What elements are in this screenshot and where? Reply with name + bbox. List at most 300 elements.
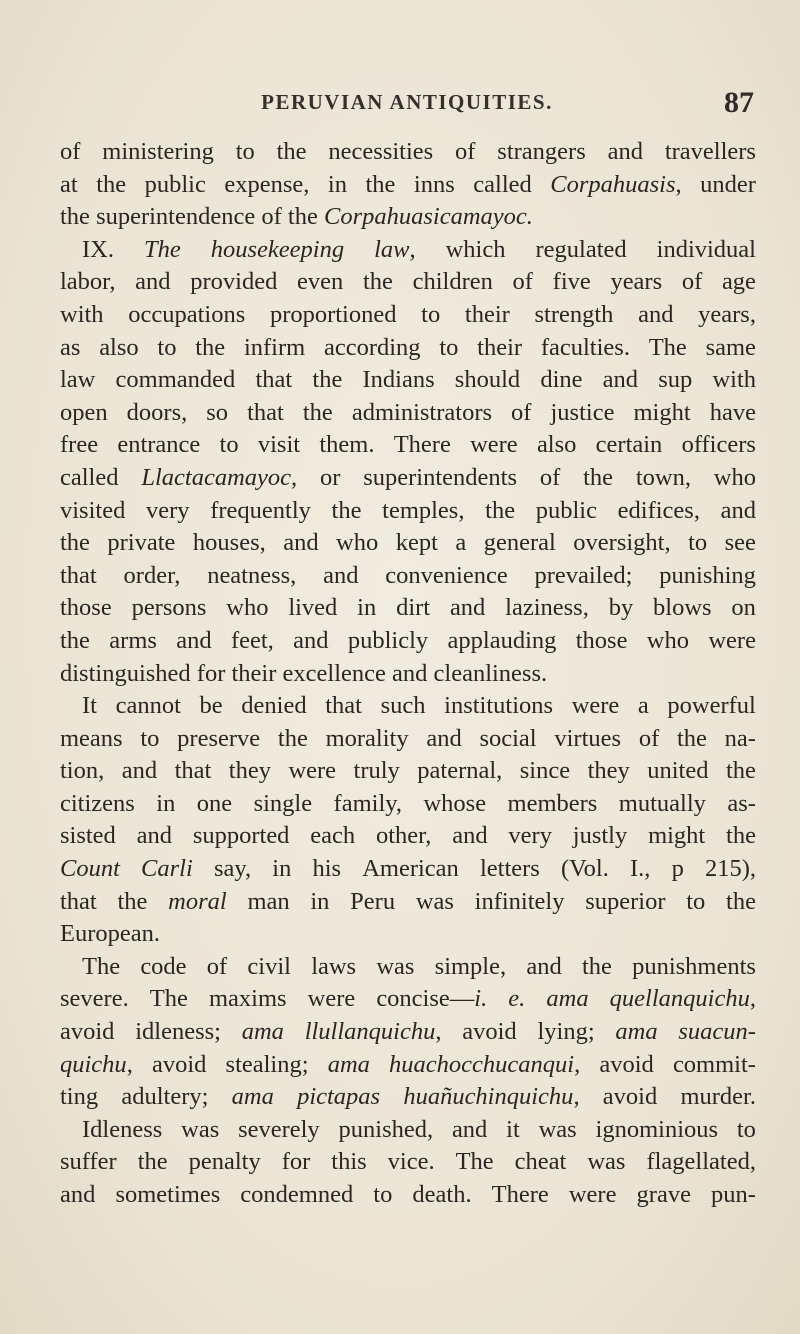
word-text: truly (353, 757, 400, 785)
text-line (60, 136, 756, 169)
word (241, 690, 306, 723)
word-text: the (60, 626, 90, 654)
word-text: It (82, 692, 97, 720)
word (247, 397, 284, 430)
text-line (60, 951, 756, 984)
word-text: 215), (704, 855, 756, 883)
word (414, 169, 455, 202)
word-text: code (140, 952, 187, 980)
word-text: and (526, 952, 562, 980)
italic-text: Count (60, 855, 120, 883)
word-text: they (587, 757, 630, 785)
word (667, 690, 755, 723)
word (116, 690, 181, 723)
word-text: superintendence (96, 203, 256, 231)
word (362, 853, 459, 886)
italic-text: i. (474, 985, 488, 1013)
word-text: blows (653, 594, 712, 622)
word (60, 723, 123, 756)
word-text: (Vol. (560, 855, 609, 883)
word (473, 169, 532, 202)
word-text: his (312, 855, 342, 883)
word-text: were (470, 431, 518, 459)
word-text: united (647, 757, 709, 785)
word (226, 592, 268, 625)
word (214, 853, 251, 886)
word (363, 364, 435, 397)
text-line (60, 1179, 756, 1212)
word (599, 1049, 653, 1082)
word (297, 1081, 380, 1114)
word-text: and (283, 529, 319, 557)
word-text: strangers (497, 138, 586, 165)
word-text: , (126, 1050, 133, 1078)
word-text: a (637, 692, 649, 720)
word (288, 592, 337, 625)
word (207, 560, 296, 593)
word (135, 1016, 221, 1049)
word (540, 462, 560, 495)
word (150, 983, 188, 1016)
text-line (60, 1049, 756, 1082)
word-text: avoid (60, 1018, 115, 1046)
word-text: the (287, 203, 318, 231)
word-text: , (573, 1083, 580, 1111)
word-text: the (485, 496, 516, 524)
word-text: excellence (282, 659, 386, 687)
word-text: see (724, 529, 756, 557)
word (672, 853, 684, 886)
word-text: was (415, 887, 454, 915)
word-text: p (671, 855, 684, 883)
word-text: of (681, 268, 703, 296)
word (312, 364, 342, 397)
word-text: very (146, 496, 190, 524)
word (546, 983, 588, 1016)
word-text: distinguished (60, 659, 191, 687)
word (99, 332, 138, 365)
word (550, 169, 681, 202)
word (682, 266, 702, 299)
word-text: and (392, 659, 428, 687)
word-text: feet, (230, 626, 274, 654)
word-text: general (483, 529, 556, 557)
word (60, 266, 115, 299)
word-text: such (380, 692, 426, 720)
word (416, 886, 454, 919)
text-line (60, 266, 756, 299)
text-line (60, 886, 756, 919)
word-text: age (721, 268, 756, 296)
word (310, 820, 355, 853)
word (610, 983, 756, 1016)
word-text: infinitely (474, 887, 565, 915)
word (140, 951, 186, 984)
word (82, 234, 114, 267)
word-text: that (247, 398, 284, 426)
word-text: sisted (60, 822, 116, 850)
word (144, 234, 181, 267)
word-text: to (219, 431, 239, 459)
word-text: the (302, 398, 333, 426)
word-text: and (720, 496, 756, 524)
word (539, 1114, 577, 1147)
word-text: under (700, 170, 756, 198)
word-text: those (575, 626, 628, 654)
word-text: that (325, 692, 362, 720)
word (206, 397, 228, 430)
word-text: to (373, 1181, 393, 1208)
word-text: There (393, 431, 451, 459)
word-text: other, (375, 822, 432, 850)
word (389, 1049, 580, 1082)
word-text: punishments (632, 952, 756, 980)
word (588, 755, 630, 788)
word-text: say, (213, 855, 252, 883)
word-text: as- (727, 789, 756, 817)
word-text: according (323, 333, 421, 361)
word (446, 234, 506, 267)
word (455, 364, 520, 397)
word (540, 364, 582, 397)
word (229, 755, 271, 788)
word-text: that (60, 887, 97, 915)
word-text: concise— (376, 985, 475, 1013)
word (396, 592, 430, 625)
word-text: The (648, 333, 687, 361)
word-text: strength (534, 300, 614, 328)
word (722, 266, 756, 299)
word-text: the (725, 757, 756, 785)
word (141, 462, 297, 495)
word (536, 495, 597, 528)
word (177, 723, 260, 756)
word-text: who (713, 463, 756, 491)
word-text: the (96, 170, 127, 198)
word-text: morality (325, 724, 409, 752)
word (137, 820, 172, 853)
word-text: and (136, 822, 172, 850)
word (678, 1016, 756, 1049)
word-text: this (331, 1148, 367, 1176)
word-text: , (435, 1018, 442, 1046)
word (385, 560, 507, 593)
word-text: the (276, 138, 307, 165)
word-text: open (60, 398, 108, 426)
word-text: maxims (208, 985, 287, 1013)
word-text: administrators (351, 398, 493, 426)
word-text: justice (550, 398, 615, 426)
word-text: family, (333, 789, 403, 817)
word-text: social (479, 724, 537, 752)
word (60, 462, 119, 495)
word-text: occupations (128, 300, 246, 328)
word-text: the (60, 203, 90, 231)
word (146, 495, 190, 528)
word-text: adultery; (121, 1083, 209, 1111)
word-text: in (272, 855, 292, 883)
word-text: The (455, 1148, 494, 1176)
word-text: neatness, (207, 561, 297, 589)
word (270, 299, 397, 332)
word (288, 755, 336, 788)
word (277, 136, 307, 169)
word-text: which (445, 235, 506, 263)
italic-text: llullanquichu (304, 1018, 436, 1046)
word-text: idleness; (135, 1018, 221, 1046)
word-text: superintendents (363, 463, 517, 491)
word (115, 1179, 220, 1212)
word-text: cheat (514, 1148, 567, 1176)
word-text: to (235, 138, 255, 165)
word-text: arms (109, 626, 157, 654)
word (417, 755, 502, 788)
word (238, 1114, 320, 1147)
word-text: vice. (387, 1148, 435, 1176)
word (615, 1016, 657, 1049)
word-text: since (519, 757, 571, 785)
word-text: to (688, 529, 708, 557)
word-text: , (675, 170, 682, 198)
word (653, 592, 712, 625)
word-text: of (60, 138, 81, 165)
word-text: who (336, 529, 379, 557)
word-text: and (176, 626, 212, 654)
word-text: severely (238, 1115, 320, 1143)
word (511, 397, 531, 430)
word-text: the (312, 366, 343, 394)
word-text: and (449, 594, 486, 622)
word (603, 364, 638, 397)
word-text: , (749, 985, 756, 1013)
word (127, 397, 188, 430)
word-text: punished, (338, 1115, 434, 1143)
word (195, 332, 225, 365)
word-text: to (736, 1115, 756, 1143)
word-text: free (60, 431, 99, 459)
word (382, 495, 464, 528)
word-text: flagellated, (646, 1148, 756, 1176)
word (596, 429, 663, 462)
word (705, 853, 756, 886)
word (175, 755, 212, 788)
word-text: should (454, 366, 521, 394)
text-line (60, 201, 756, 234)
word-text: and (602, 366, 639, 394)
word (686, 886, 705, 919)
word (328, 1049, 370, 1082)
word (435, 951, 506, 984)
word-text: tion, (60, 757, 105, 785)
text-line (60, 234, 756, 267)
word-text: justly (572, 822, 628, 850)
word (646, 1146, 756, 1179)
word (515, 1146, 567, 1179)
word-text: laws (311, 952, 357, 980)
word (553, 266, 591, 299)
word-text: of (512, 268, 533, 296)
word (455, 136, 475, 169)
word (535, 234, 626, 267)
word-text: and (60, 1181, 96, 1208)
word-text: them. (319, 431, 375, 459)
word-text: institutions (444, 692, 554, 720)
word-text: murder. (680, 1083, 756, 1111)
word (513, 266, 533, 299)
word-text: and (607, 138, 643, 165)
word-text: were (288, 757, 337, 785)
word (293, 625, 328, 658)
text-line (60, 429, 756, 462)
word (434, 658, 548, 691)
word (392, 658, 427, 691)
word (648, 820, 705, 853)
word-text: were (708, 626, 756, 654)
word-text: lying; (537, 1018, 595, 1046)
word-text: by (608, 594, 634, 622)
word (242, 1016, 284, 1049)
word-text: were (571, 692, 620, 720)
text-line (60, 560, 756, 593)
word (688, 527, 707, 560)
word (721, 495, 756, 528)
word (297, 266, 343, 299)
word (240, 1179, 353, 1212)
word-text: to (439, 333, 459, 361)
word-text: means (60, 724, 123, 752)
word-text: the (583, 463, 614, 491)
word (492, 1179, 549, 1212)
word (700, 169, 756, 202)
word (244, 332, 305, 365)
word-text: also (536, 431, 577, 459)
text-line (60, 755, 756, 788)
word (572, 690, 620, 723)
word (350, 886, 395, 919)
word-text: the (365, 170, 396, 198)
word (708, 625, 756, 658)
word-text: very (508, 822, 552, 850)
word-text: death. (412, 1181, 472, 1208)
word (325, 690, 362, 723)
word (128, 299, 245, 332)
word-text: ignominious (595, 1115, 719, 1143)
word (226, 1049, 309, 1082)
word (508, 788, 598, 821)
word-text: the (331, 496, 362, 524)
word-text: of (455, 138, 476, 165)
word-text: labor, (60, 268, 116, 296)
italic-text: ama (327, 1050, 370, 1078)
word (526, 951, 561, 984)
word (60, 1016, 114, 1049)
italic-text: ama (231, 1083, 274, 1111)
word (585, 886, 665, 919)
word (603, 1081, 657, 1114)
word (423, 788, 486, 821)
word-text: whose (423, 789, 487, 817)
word-text: and (121, 757, 158, 785)
word (207, 951, 227, 984)
word (477, 332, 522, 365)
word-text: it (506, 1115, 520, 1143)
word-text: the (137, 1148, 168, 1176)
word (737, 1114, 756, 1147)
word-text: applauding (447, 626, 557, 654)
word (176, 625, 211, 658)
word-text: children (412, 268, 493, 296)
word (60, 201, 90, 234)
word (189, 1146, 261, 1179)
word (107, 527, 175, 560)
word (619, 788, 706, 821)
word (122, 755, 157, 788)
word-text: were (568, 1181, 617, 1208)
word-text: of (206, 952, 228, 980)
word (209, 983, 287, 1016)
word (303, 397, 333, 430)
word (596, 1114, 719, 1147)
text-line (60, 592, 756, 625)
word (60, 853, 120, 886)
word (157, 332, 176, 365)
word-text: avoid (151, 1050, 207, 1078)
word-text: of (539, 463, 561, 491)
word-text: their (464, 300, 510, 328)
word-text: years, (698, 300, 756, 328)
word (272, 853, 291, 886)
word-text: a (455, 529, 467, 557)
word-text: that (174, 757, 212, 785)
word (520, 755, 570, 788)
word-text: even (297, 268, 344, 296)
word (726, 886, 756, 919)
word (497, 136, 585, 169)
word-text: necessities (328, 138, 434, 165)
word (541, 332, 630, 365)
word-text: punishing (659, 561, 756, 589)
word-text: mutually (618, 789, 706, 817)
word (680, 1081, 756, 1114)
word-text: in (327, 170, 347, 198)
word (647, 625, 689, 658)
word-text: virtues (554, 724, 622, 752)
word (236, 136, 255, 169)
word-text: inns (413, 170, 455, 198)
word (637, 1179, 691, 1212)
word (96, 201, 255, 234)
word-text: , (291, 463, 298, 491)
text-line (60, 299, 756, 332)
word-text: temples, (382, 496, 465, 524)
word (706, 332, 756, 365)
word-text: might (633, 398, 691, 426)
word (60, 983, 129, 1016)
word-text: The (149, 985, 188, 1013)
word (673, 1049, 756, 1082)
word-text: The (82, 952, 121, 980)
word-text: entrance (117, 431, 201, 459)
word (726, 755, 756, 788)
text-line (60, 332, 756, 365)
word (452, 820, 487, 853)
word (610, 266, 662, 299)
word (210, 495, 311, 528)
italic-text: ama (615, 1018, 658, 1046)
word (376, 820, 431, 853)
word-text: the (60, 529, 90, 557)
word (261, 201, 281, 234)
